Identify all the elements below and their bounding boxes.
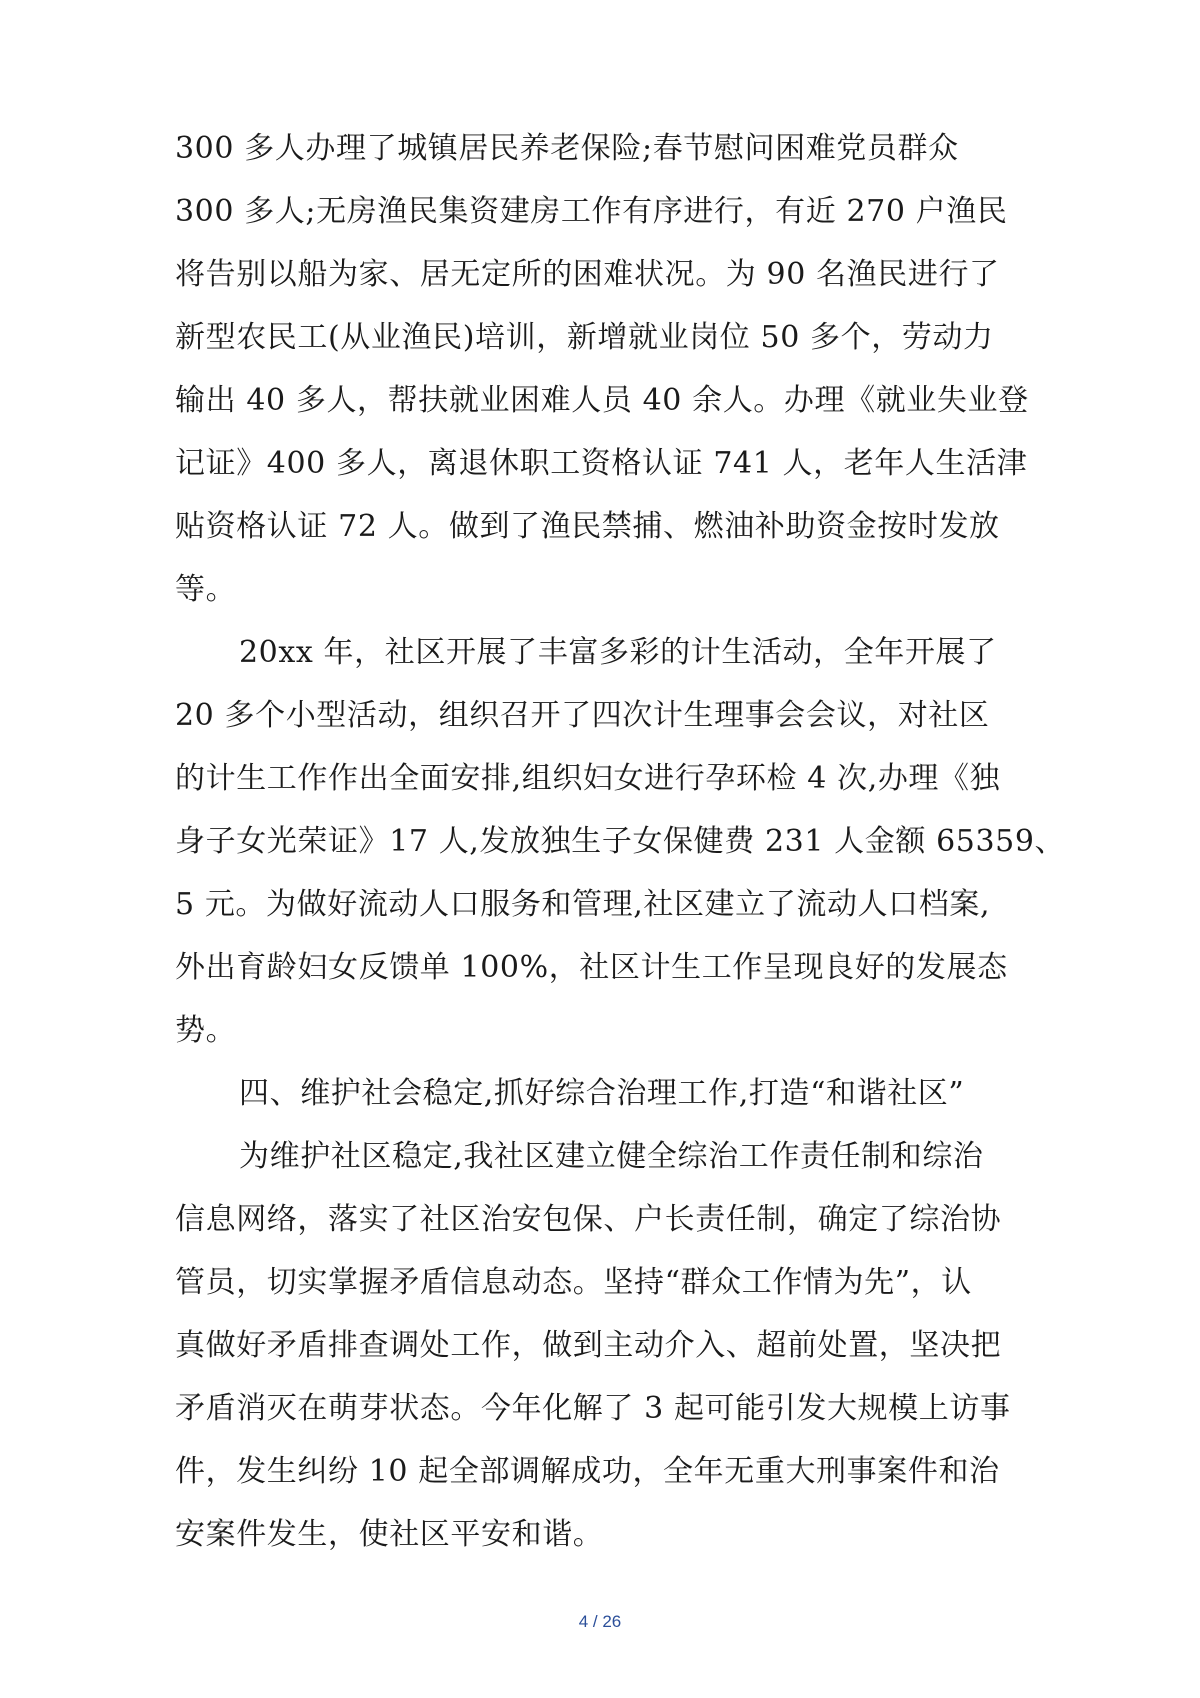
section-heading-stability [175, 1062, 1035, 1125]
text-line: 管员，切实掌握矛盾信息动态。坚持“群众工作情为先”，认 [175, 1265, 972, 1300]
text-line: 新型农民工(从业渔民)培训，新增就业岗位 50 多个，劳动力 [175, 320, 994, 355]
text-line: 输出 40 多人，帮扶就业困难人员 40 余人。办理《就业失业登 [175, 383, 1029, 418]
text-line: 真做好矛盾排查调处工作，做到主动介入、超前处置，坚决把 [175, 1328, 1002, 1363]
text-line: 300 多人办理了城镇居民养老保险;春节慰问困难党员群众 [175, 131, 959, 166]
paragraph-family-planning [175, 621, 1066, 1062]
text-line: 5 元。为做好流动人口服务和管理,社区建立了流动人口档案, [175, 887, 991, 922]
text-line: 300 多人;无房渔民集资建房工作有序进行，有近 270 户渔民 [175, 194, 1008, 229]
text-line: 记证》400 多人，离退休职工资格认证 741 人，老年人生活津 [175, 446, 1028, 481]
text-line: 件，发生纠纷 10 起全部调解成功，全年无重大刑事案件和治 [175, 1454, 1000, 1489]
page-number: 4 / 26 [578, 1612, 622, 1631]
paragraph-public-security [175, 1125, 1035, 1566]
text-line: 势。 [175, 1013, 237, 1048]
section-heading: 四、维护社会稳定,抓好综合治理工作,打造“和谐社区” [239, 1076, 965, 1111]
text-line: 信息网络，落实了社区治安包保、户长责任制，确定了综治协 [175, 1202, 1002, 1237]
text-line: 矛盾消灭在萌芽状态。今年化解了 3 起可能引发大规模上访事 [175, 1391, 1011, 1426]
paragraph-pension-employment [175, 117, 1035, 621]
text-line: 等。 [175, 572, 237, 607]
text-line: 贴资格认证 72 人。做到了渔民禁捕、燃油补助资金按时发放 [175, 509, 1000, 544]
text-line: 20 多个小型活动，组织召开了四次计生理事会会议，对社区 [175, 698, 990, 733]
text-line: 将告别以船为家、居无定所的困难状况。为 90 名渔民进行了 [175, 257, 1000, 292]
text-line: 身子女光荣证》17 人,发放独生子女保健费 231 人金额 65359、 [175, 824, 1066, 859]
text-line: 为维护社区稳定,我社区建立健全综治工作责任制和综治 [239, 1139, 984, 1174]
document-body [175, 117, 1066, 1566]
text-line: 的计生工作作出全面安排,组织妇女进行孕环检 4 次,办理《独 [175, 761, 1001, 796]
text-line: 安案件发生，使社区平安和谐。 [175, 1517, 604, 1552]
text-line: 20xx 年，社区开展了丰富多彩的计生活动，全年开展了 [239, 635, 997, 670]
text-line: 外出育龄妇女反馈单 100%，社区计生工作呈现良好的发展态 [175, 950, 1008, 985]
